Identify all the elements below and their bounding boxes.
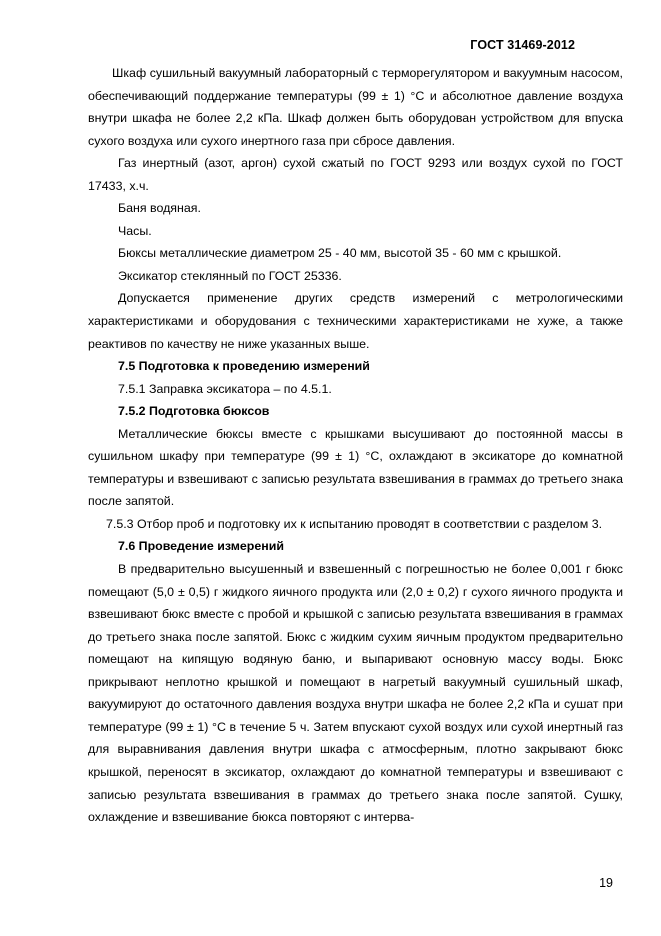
section-heading-7-6: 7.6 Проведение измерений (118, 539, 284, 554)
section-heading-7-5: 7.5 Подготовка к проведению измерений (118, 359, 370, 374)
paragraph-inert-gas: Газ инертный (азот, аргон) сухой сжатый по ГОСТ 9293 или воздух сухой по ГОСТ 17433, х.ч. (88, 156, 623, 193)
paragraph-drying-cabinet: Шкаф сушильный вакуумный лабораторный с терморегулятором и вакуумным насосом, обеспечивающий поддержание температуры (99 ± 1) °С и абсолютное давление воздуха внутри шкафа не более 2,2 кПа. Шкаф должен быть оборудован устройством для впуска сухого воздуха или сухого инертного газа при сбросе давления. (88, 66, 623, 148)
paragraph-7-5-2-body: Металлические бюксы вместе с крышками высушивают до постоянной массы в сушильном шкафу при температуре (99 ± 1) °С, охлаждают в эксикаторе до комнатной температуры и взвешивают с записью результата взвешивания в граммах до третьего знака после запятой. (88, 426, 623, 509)
paragraph-7-6-body: В предварительно высушенный и взвешенный с погрешностью не более 0,001 г бюкс помещают (5,0 ± 0,5) г жидкого яичного продукта или (2,0 ± 0,2) г сухого яичного продукта и взвешивают бюкс вместе с пробой и крышкой с записью результата взвешивания в граммах до третьего знака после запятой. Бюкс с жидким сухим яичным продуктом предварительно помещают на кипящую водяную баню, и выпаривают основную массу воды. Бюкс прикрывают неплотно крышкой и помещают в нагретый вакуумный сушильный шкаф, вакуумируют до остаточного давления воздуха внутри шкафа не более 2,2 кПа и сушат при температуре (99 ± 1) °С в течение 5 ч. Затем впускают сухой воздух или сухой инертный газ для выравнивания давления внутри шкафа с атмосферным, плотно закрывают бюкс крышкой, переносят в эксикатор, охлаждают до комнатной температуры и взвешивают с записью результата взвешивания в граммах до третьего знака после запятой. Сушку, охлаждение и взвешивание бюкса повторяют с интерва- (88, 562, 623, 825)
paragraph-desiccator: Эксикатор стеклянный по ГОСТ 25336. (118, 268, 342, 283)
paragraph-clock: Часы. (118, 223, 152, 238)
document-header-id: ГОСТ 31469-2012 (470, 38, 575, 52)
paragraph-weighing-bottles: Бюксы металлические диаметром 25 - 40 мм, высотой 35 - 60 мм с крышкой. (118, 246, 562, 261)
document-body (88, 62, 623, 829)
paragraph-7-5-3: 7.5.3 Отбор проб и подготовку их к испытанию проводят в соответствии с разделом 3. (106, 516, 603, 531)
section-heading-7-5-2: 7.5.2 Подготовка бюксов (118, 404, 270, 419)
page-number: 19 (599, 876, 613, 890)
paragraph-water-bath: Баня водяная. (118, 201, 201, 216)
paragraph-alternatives: Допускается применение других средств измерений с метрологическими характеристиками и оборудования с техническими характеристиками не хуже, а также реактивов по качеству не ниже указанных выше. (88, 291, 623, 351)
paragraph-7-5-1: 7.5.1 Заправка эксикатора – по 4.5.1. (118, 381, 332, 396)
